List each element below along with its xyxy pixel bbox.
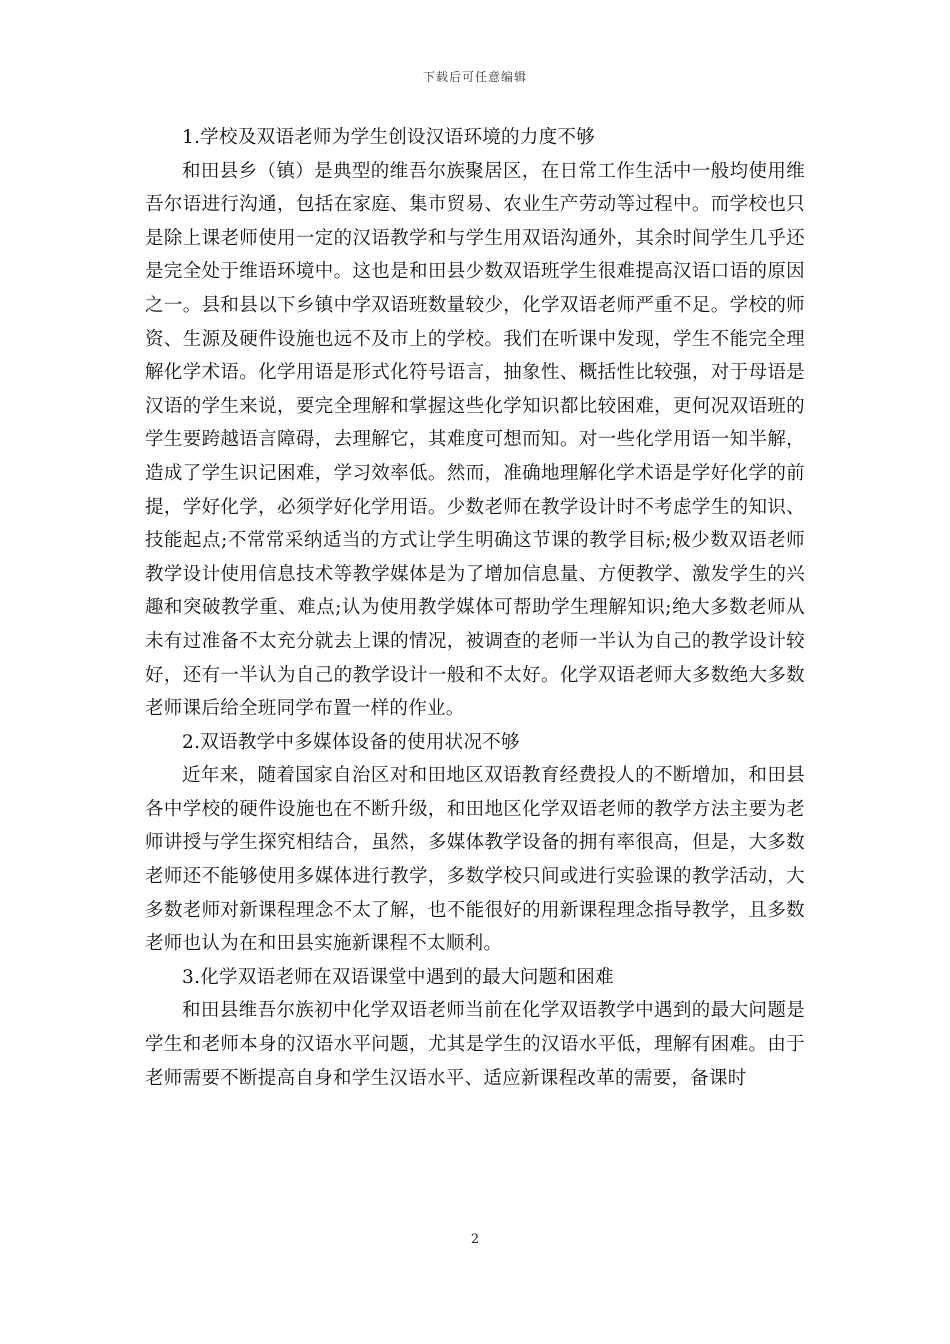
section-heading-2: 2.双语教学中多媒体设备的使用状况不够 <box>182 731 520 753</box>
section-paragraph-2: 近年来，随着国家自治区对和田地区双语教育经费投人的不断增加，和田县各中学校的硬件设施也在不断升级，和田地区化学双语老师的教学方法主要为老师讲授与学生探究相结合，虽然，多媒体教学设备的拥有率很高，但是，大多数老师还不能够使用多媒体进行教学，多数学校只间或进行实验课的教学活动，大多数老师对新课程理念不太了解，也不能很好的用新课程理念指导教学，且多数老师也认为在和田县实施新课程不太顺利。 <box>145 765 805 955</box>
section-paragraph-3: 和田县维吾尔族初中化学双语老师当前在化学双语教学中遇到的最大问题是学生和老师本身的汉语水平问题，尤其是学生的汉语水平低，理解有困难。由于老师需要不断提高自身和学生汉语水平、适应新课程改革的需要，备课时 <box>145 1000 805 1089</box>
page-number: 2 <box>470 1232 480 1247</box>
section-heading-1: 1.学校及双语老师为学生创设汉语环境的力度不够 <box>182 127 596 148</box>
section-paragraph-1: 和田县乡（镇）是典型的维吾尔族聚居区，在日常工作生活中一般均使用维吾尔语进行沟通，包括在家庭、集市贸易、农业生产劳动等过程中。而学校也只是除上课老师使用一定的汉语教学和与学生用双语沟通外，其余时间学生几乎还是完全处于维语环境中。这也是和田县少数双语班学生很难提高汉语口语的原因之一。县和县以下乡镇中学双语班数量较少，化学双语老师严重不足。学校的师资、生源及硬件设施也远不及市上的学校。我们在听课中发现，学生不能完全理解化学术语。化学用语是形式化符号语言，抽象性、概括性比较强，对于母语是汉语的学生来说，要完全理解和掌握这些化学知识都比较困难，更何况双语班的学生要跨越语言障碍，去理解它，其难度可想而知。对一些化学用语一知半解，造成了学生识记困难，学习效率低。然而，准确地理解化学术语是学好化学的前提，学好化学，必须学好化学用语。少数老师在教学设计时不考虑学生的知识、技能起点;不常常采纳适当的方式让学生明确这节课的教学目标;极少数双语老师教学设计使用信息技术等教学媒体是为了增加信息量、方便教学、激发学生的兴趣和突破教学重、难点;认为使用教学媒体可帮助学生理解知识;绝大多数老师从未有过准备不太充分就去上课的情况，被调查的老师一半认为自己的教学设计较好，还有一半认为自己的教学设计一般和不太好。化学双语老师大多数绝大多数老师课后给全班同学布置一样的作业。 <box>145 160 805 720</box>
page-header: 下载后可任意编辑 <box>422 70 527 84</box>
document-body <box>145 121 805 1095</box>
section-heading-3: 3.化学双语老师在双语课堂中遇到的最大问题和困难 <box>182 966 614 988</box>
